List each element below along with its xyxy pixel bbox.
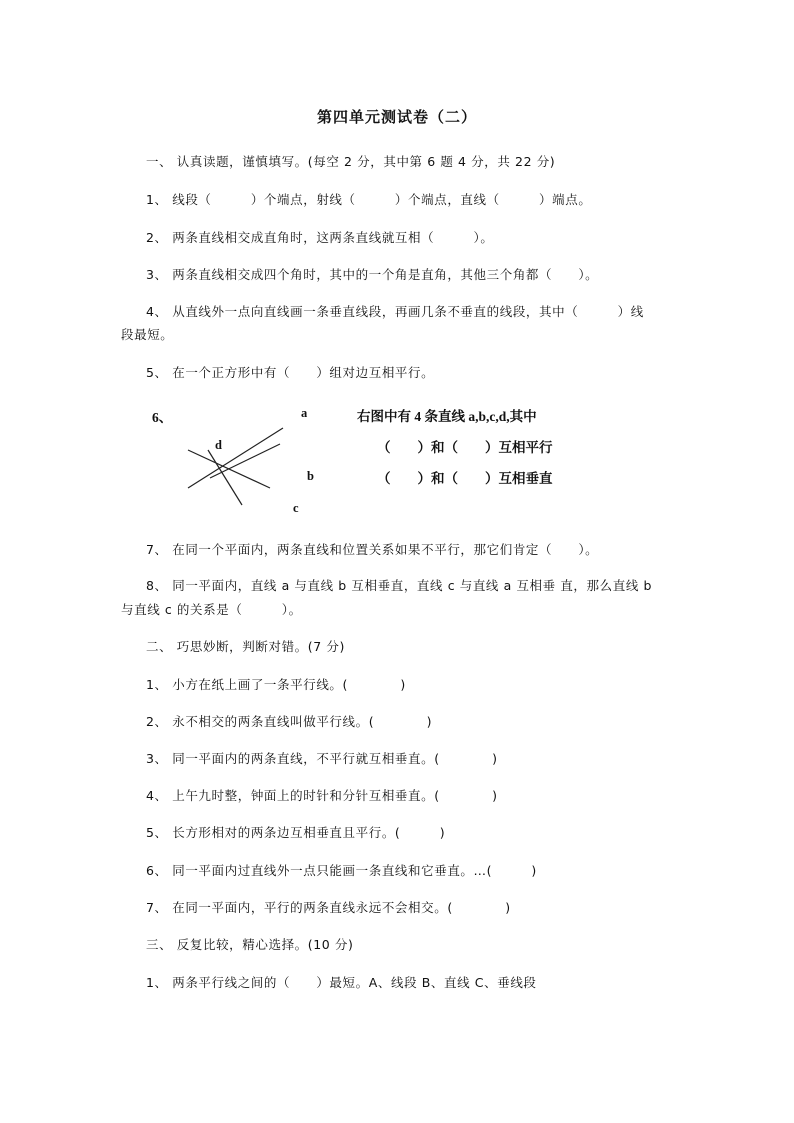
question-2-1: 1、 小方在纸上画了一条平行线。( ) xyxy=(146,677,406,692)
section1-heading: 一、 认真读题，谨慎填写。(每空 2 分，其中第 6 题 4 分，共 22 分) xyxy=(146,154,556,169)
question-1-6-text2: （ ）和（ ）互相平行 xyxy=(377,440,553,455)
question-1-4-line1: 4、 从直线外一点向直线画一条垂直线段，再画几条不垂直的线段，其中（ ）线 xyxy=(146,304,644,319)
question-1-6-text1: 右图中有 4 条直线 a,b,c,d,其中 xyxy=(357,409,537,424)
question-2-4: 4、 上午九时整，钟面上的时针和分针互相垂直。( ) xyxy=(146,788,498,803)
question-2-3: 3、 同一平面内的两条直线，不平行就互相垂直。( ) xyxy=(146,751,498,766)
question-3-1: 1、 两条平行线之间的（ ）最短。A、线段 B、直线 C、垂线段 xyxy=(146,975,537,990)
label-c: c xyxy=(293,501,299,515)
four-lines-figure xyxy=(180,420,290,510)
page-title: 第四单元测试卷（二） xyxy=(316,108,477,126)
question-1-4-line2: 段最短。 xyxy=(121,327,174,342)
question-1-6-text3: （ ）和（ ）互相垂直 xyxy=(377,471,553,486)
line-a xyxy=(188,428,283,488)
section3-heading: 三、 反复比较，精心选择。(10 分) xyxy=(146,937,354,952)
question-1-5: 5、 在一个正方形中有（ ）组对边互相平行。 xyxy=(146,365,435,380)
question-1-6-number: 6、 xyxy=(152,410,173,425)
question-1-1: 1、 线段（ ）个端点，射线（ ）个端点，直线（ ）端点。 xyxy=(146,192,592,207)
question-1-2: 2、 两条直线相交成直角时，这两条直线就互相（ ）。 xyxy=(146,230,494,245)
question-2-6: 6、 同一平面内过直线外一点只能画一条直线和它垂直。…( ) xyxy=(146,863,537,878)
question-2-5: 5、 长方形相对的两条边互相垂直且平行。( ) xyxy=(146,825,446,840)
question-2-7: 7、 在同一平面内，平行的两条直线永远不会相交。( ) xyxy=(146,900,511,915)
question-1-8-line2: 与直线 c 的关系是（ ）。 xyxy=(121,602,302,617)
question-1-8-line1: 8、 同一平面内，直线 a 与直线 b 互相垂直，直线 c 与直线 a 互相垂 直，那么直线 b xyxy=(146,578,653,593)
section2-heading: 二、 巧思妙断，判断对错。(7 分) xyxy=(146,639,345,654)
label-a: a xyxy=(301,406,308,420)
label-d: d xyxy=(215,438,222,452)
label-b: b xyxy=(307,469,314,483)
question-1-3: 3、 两条直线相交成四个角时，其中的一个角是直角，其他三个角都（ ）。 xyxy=(146,267,599,282)
question-2-2: 2、 永不相交的两条直线叫做平行线。( ) xyxy=(146,714,433,729)
question-1-7: 7、 在同一个平面内，两条直线和位置关系如果不平行，那它们肯定（ ）。 xyxy=(146,542,599,557)
line-c xyxy=(208,450,242,505)
